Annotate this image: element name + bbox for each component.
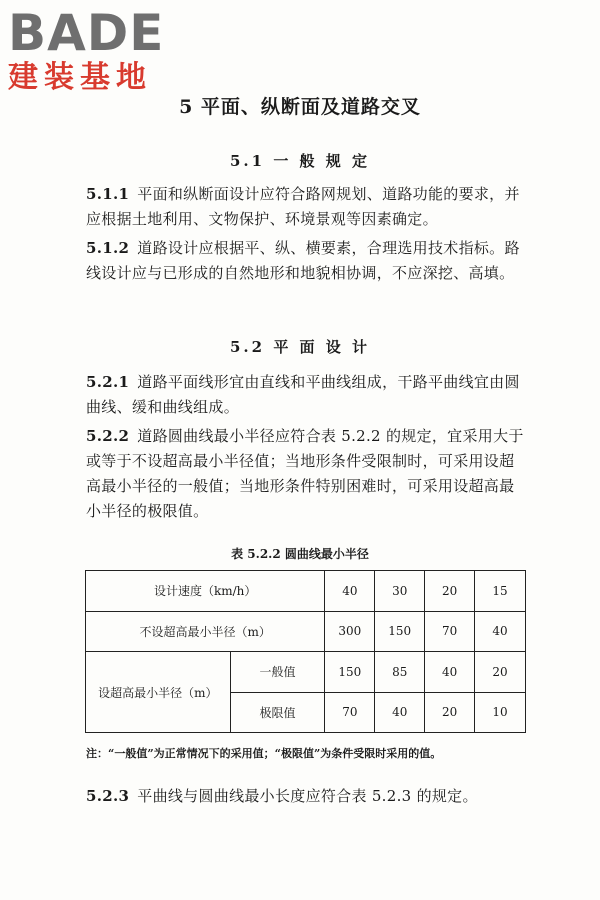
bade-logo [8,6,178,96]
speed-label: 设计速度（km/h） [86,571,325,612]
table-cell: 40 [325,571,375,612]
limit-label: 极限值 [230,692,325,733]
table-cell: 15 [475,571,526,612]
table-row [86,611,526,652]
clause-number: 5.2.3 [86,787,130,805]
table-cell: 30 [375,571,425,612]
clause-5-2-3 [86,784,526,809]
table-cell: 70 [425,611,475,652]
table-cell: 85 [375,652,425,693]
table-cell: 10 [475,692,526,733]
table-cell: 20 [425,571,475,612]
clause-5-1-2 [86,236,526,286]
clause-5-2-2 [86,424,526,524]
clause-number: 5.1.1 [86,185,130,203]
table-title: 表 5.2.2 圆曲线最小半径 [231,547,369,561]
table-cell: 40 [375,692,425,733]
table-cell: 150 [375,611,425,652]
table-cell: 20 [425,692,475,733]
table-cell: 40 [475,611,526,652]
clause-number: 5.1.2 [86,239,130,257]
clause-number: 5.2.1 [86,373,130,391]
table-cell: 150 [325,652,375,693]
curve-radius-table [85,570,526,733]
table-row [86,652,526,693]
clause-5-2-1 [86,370,526,420]
table-cell: 70 [325,692,375,733]
super-label: 设超高最小半径（m） [86,652,231,733]
clause-number: 5.2.2 [86,427,130,445]
clause-text: 道路圆曲线最小半径应符合表 5.2.2 的规定，宜采用大于或等于不设超高最小半径值；当地形条件受限制时，可采用设超高最小半径的一般值；当地形条件特别困难时，可采用设超高最小半径的极限值。 [86,427,524,520]
table-note: 注：“一般值”为正常情况下的采用值；“极限值”为条件受限时采用的值。 [86,747,442,760]
no-super-label: 不设超高最小半径（m） [86,611,325,652]
section-title-5-1: 5.1 一 般 规 定 [230,152,370,170]
table-cell: 40 [425,652,475,693]
section-title-5-2: 5.2 平 面 设 计 [230,338,370,356]
table-row [86,571,526,612]
chapter-title: 5 平面、纵断面及道路交叉 [179,96,421,118]
table-cell: 20 [475,652,526,693]
clause-text: 平曲线与圆曲线最小长度应符合表 5.2.3 的规定。 [137,787,478,805]
logo-wordmark: BADE [8,4,165,62]
clause-text: 道路设计应根据平、纵、横要素，合理选用技术指标。路线设计应与已形成的自然地形和地貌相协调，不应深挖、高填。 [86,239,520,282]
clause-5-1-1 [86,182,526,232]
clause-text: 平面和纵断面设计应符合路网规划、道路功能的要求，并应根据土地利用、文物保护、环境景观等因素确定。 [86,185,520,228]
logo-subtitle: 建装基地 [8,60,152,95]
general-label: 一般值 [230,652,325,693]
clause-text: 道路平面线形宜由直线和平曲线组成，干路平曲线宜由圆曲线、缓和曲线组成。 [86,373,520,416]
table-cell: 300 [325,611,375,652]
